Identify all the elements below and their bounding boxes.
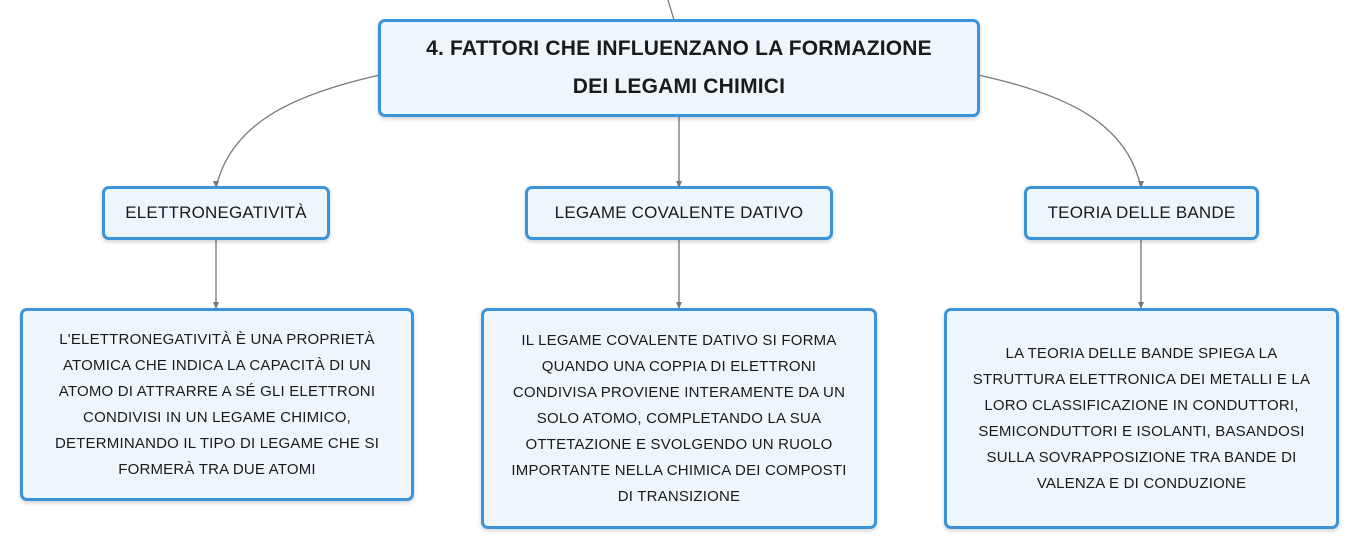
detail-line: L'ELETTRONEGATIVITÀ È UNA PROPRIETÀ: [59, 330, 375, 348]
detail-line: DETERMINANDO IL TIPO DI LEGAME CHE SI: [54, 434, 380, 452]
detail-line: CONDIVISA PROVIENE INTERAMENTE DA UN: [512, 383, 846, 401]
detail-node-teoria-delle-bande[interactable]: [944, 308, 1339, 529]
detail-line: OTTETAZIONE E SVOLGENDO UN RUOLO: [525, 435, 833, 453]
detail-line: QUANDO UNA COPPIA DI ELETTRONI: [541, 357, 817, 375]
topic-label-legame-covalente-dativo: LEGAME COVALENTE DATIVO: [554, 203, 804, 222]
root-topic-node[interactable]: [378, 19, 980, 117]
topic-label-teoria-delle-bande: TEORIA DELLE BANDE: [1047, 203, 1236, 222]
topic-node-elettronegativita[interactable]: [102, 186, 330, 240]
detail-line: ATOMO DI ATTRARRE A SÉ GLI ELETTRONI: [58, 382, 376, 400]
detail-line: VALENZA E DI CONDUZIONE: [1036, 474, 1247, 492]
topic-node-legame-covalente-dativo[interactable]: [525, 186, 833, 240]
detail-line: LORO CLASSIFICAZIONE IN CONDUTTORI,: [984, 396, 1299, 414]
detail-line: ATOMICA CHE INDICA LA CAPACITÀ DI UN: [62, 356, 372, 374]
topic-node-teoria-delle-bande[interactable]: [1024, 186, 1259, 240]
detail-line: IMPORTANTE NELLA CHIMICA DEI COMPOSTI: [511, 461, 847, 479]
connector-parent-to-root: [668, 0, 674, 20]
detail-line: IL LEGAME COVALENTE DATIVO SI FORMA: [521, 331, 837, 349]
detail-node-elettronegativita[interactable]: [20, 308, 414, 501]
detail-line: CONDIVISI IN UN LEGAME CHIMICO,: [83, 408, 351, 426]
detail-line: LA TEORIA DELLE BANDE SPIEGA LA: [1005, 344, 1278, 362]
detail-line: SEMICONDUTTORI E ISOLANTI, BASANDOSI: [978, 422, 1305, 440]
detail-line: STRUTTURA ELETTRONICA DEI METALLI E LA: [972, 370, 1311, 388]
detail-line: SULLA SOVRAPPOSIZIONE TRA BANDE DI: [986, 448, 1297, 466]
detail-node-legame-covalente-dativo[interactable]: [481, 308, 877, 529]
detail-line: SOLO ATOMO, COMPLETANDO LA SUA: [536, 409, 822, 427]
detail-line: DI TRANSIZIONE: [617, 487, 741, 505]
connector-root-to-elettronegativita: [216, 75, 380, 188]
root-topic-line-1: 4. FATTORI CHE INFLUENZANO LA FORMAZIONE: [426, 37, 932, 60]
root-topic-line-2: DEI LEGAMI CHIMICI: [572, 75, 786, 98]
connector-root-to-teoria-bande: [978, 75, 1141, 188]
topic-label-elettronegativita: ELETTRONEGATIVITÀ: [125, 203, 307, 222]
detail-line: FORMERÀ TRA DUE ATOMI: [118, 460, 316, 478]
